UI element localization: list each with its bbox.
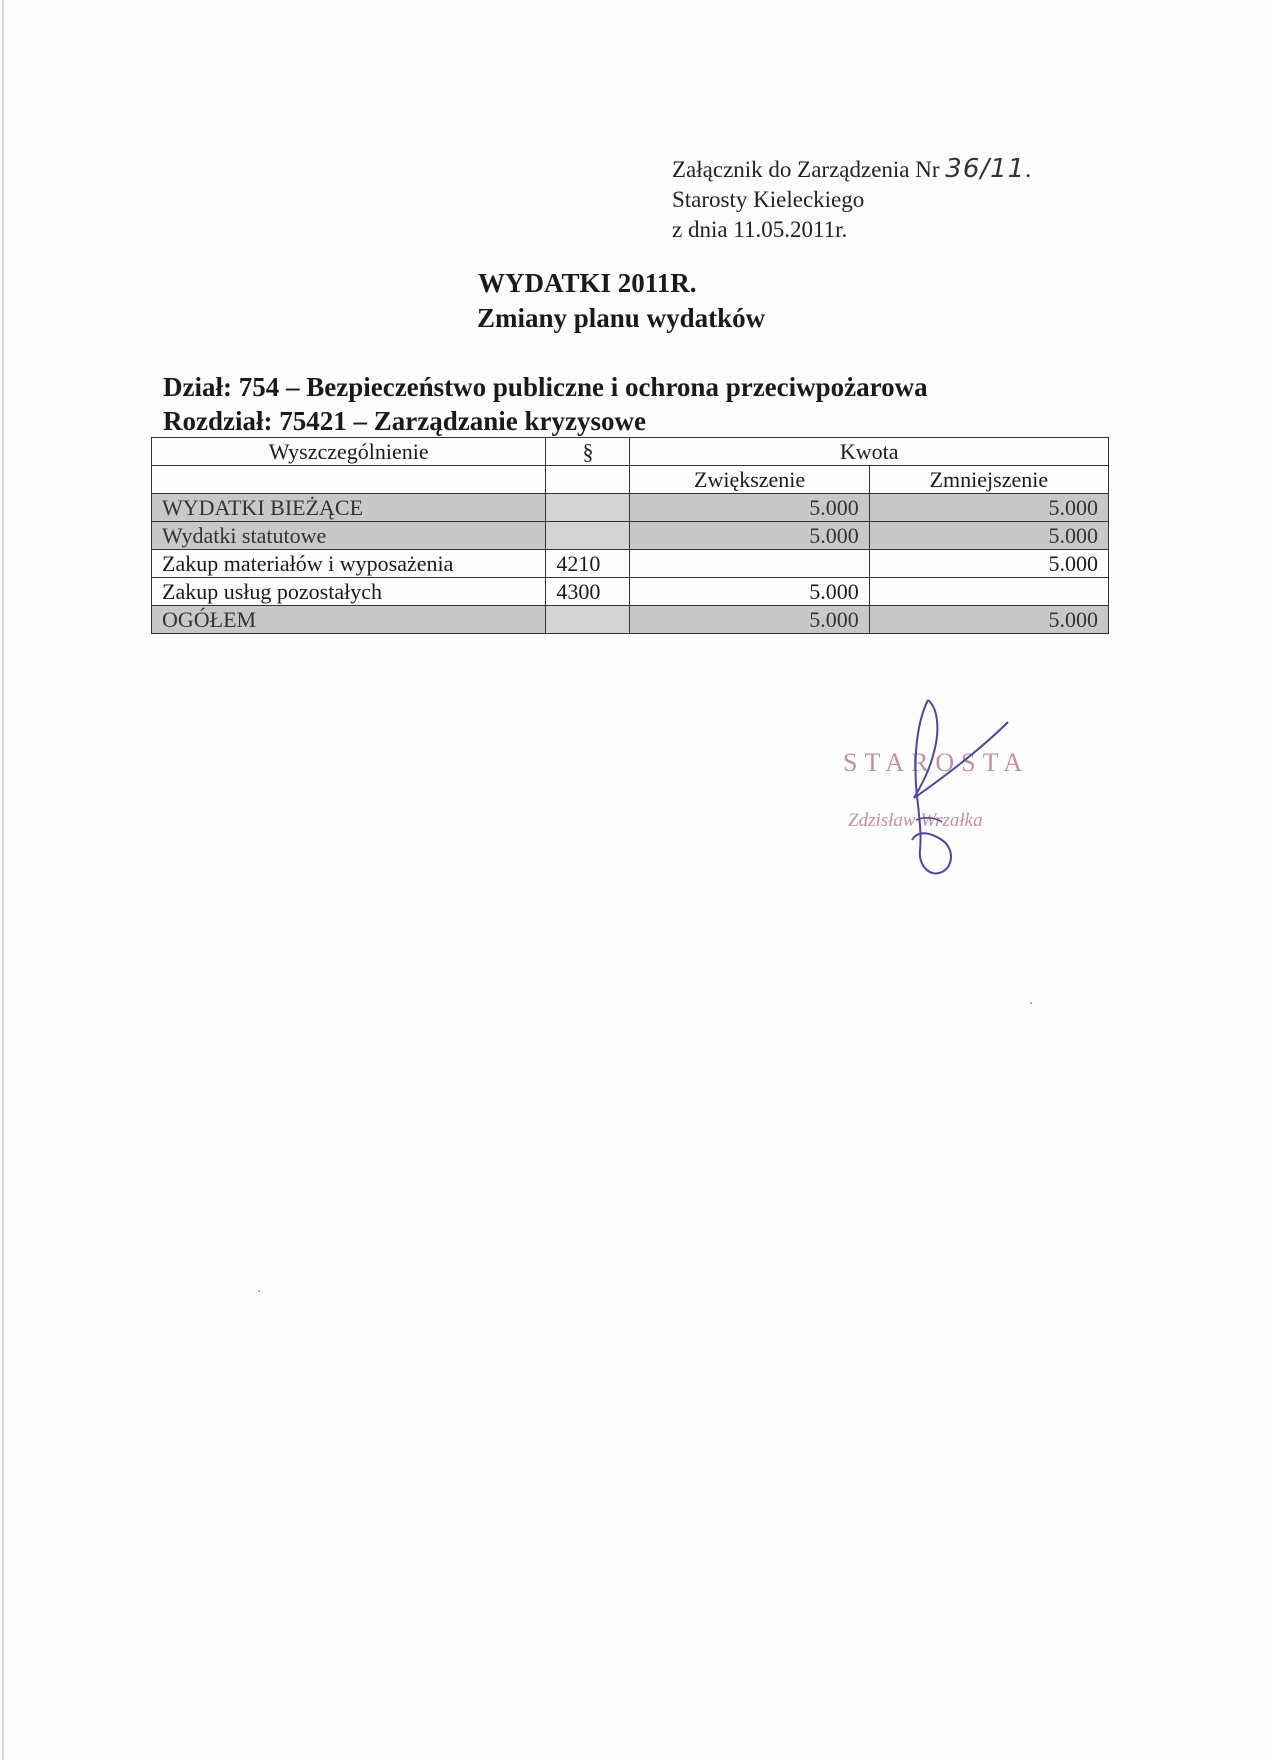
total-decrease: 5.000 <box>869 606 1108 634</box>
row-decrease: 5.000 <box>869 522 1108 550</box>
section-dzial: Dział: 754 – Bezpieczeństwo publiczne i ochrona przeciwpożarowa <box>163 372 928 402</box>
table-subheader-row <box>152 466 1109 494</box>
row-increase: 5.000 <box>630 522 869 550</box>
scan-speck <box>1030 1002 1032 1004</box>
row-increase: 5.000 <box>630 494 869 522</box>
document-title: WYDATKI 2011R. <box>478 268 697 298</box>
row-paragraph: 4210 <box>546 550 630 578</box>
table-row <box>152 578 1109 606</box>
attachment-line-2: Starosty Kieleckiego <box>672 187 865 212</box>
header-zwiekszenie: Zwiększenie <box>630 466 869 494</box>
header-zmniejszenie: Zmniejszenie <box>869 466 1108 494</box>
header-wyszczegolnienie: Wyszczególnienie <box>152 438 546 466</box>
total-label: OGÓŁEM <box>152 606 546 634</box>
row-paragraph <box>546 522 630 550</box>
signature-image <box>830 690 1050 890</box>
attachment-suffix: . <box>1025 157 1031 182</box>
table-row <box>152 494 1109 522</box>
row-decrease <box>869 578 1108 606</box>
table-total-row <box>152 606 1109 634</box>
document-subtitle: Zmiany planu wydatków <box>477 303 766 333</box>
row-label: WYDATKI BIEŻĄCE <box>152 494 546 522</box>
header-kwota: Kwota <box>630 438 1109 466</box>
attachment-line-1 <box>672 154 1031 185</box>
subheader-empty-2 <box>546 466 630 494</box>
attachment-prefix: Załącznik do Zarządzenia Nr <box>672 157 940 182</box>
total-increase: 5.000 <box>630 606 869 634</box>
row-label: Wydatki statutowe <box>152 522 546 550</box>
section-rozdzial: Rozdział: 75421 – Zarządzanie kryzysowe <box>163 406 646 436</box>
row-label: Zakup materiałów i wyposażenia <box>152 550 546 578</box>
attachment-date: z dnia 11.05.2011r. <box>672 217 848 242</box>
row-increase <box>630 550 869 578</box>
table-row <box>152 550 1109 578</box>
row-paragraph <box>546 494 630 522</box>
stamp-title: STAROSTA <box>843 748 1030 777</box>
attachment-header <box>672 154 1031 245</box>
row-paragraph: 4300 <box>546 578 630 606</box>
budget-table <box>151 437 1109 634</box>
row-decrease: 5.000 <box>869 550 1108 578</box>
table-header-row <box>152 438 1109 466</box>
scan-speck <box>258 1290 260 1292</box>
header-paragraph: § <box>546 438 630 466</box>
stamp-name: Zdzisław Wrzałka <box>848 810 983 831</box>
row-decrease: 5.000 <box>869 494 1108 522</box>
scan-edge <box>2 0 4 1760</box>
table-row <box>152 522 1109 550</box>
row-increase: 5.000 <box>630 578 869 606</box>
subheader-empty-1 <box>152 466 546 494</box>
handwritten-order-number: 36/11 <box>945 154 1026 184</box>
total-paragraph <box>546 606 630 634</box>
row-label: Zakup usług pozostałych <box>152 578 546 606</box>
